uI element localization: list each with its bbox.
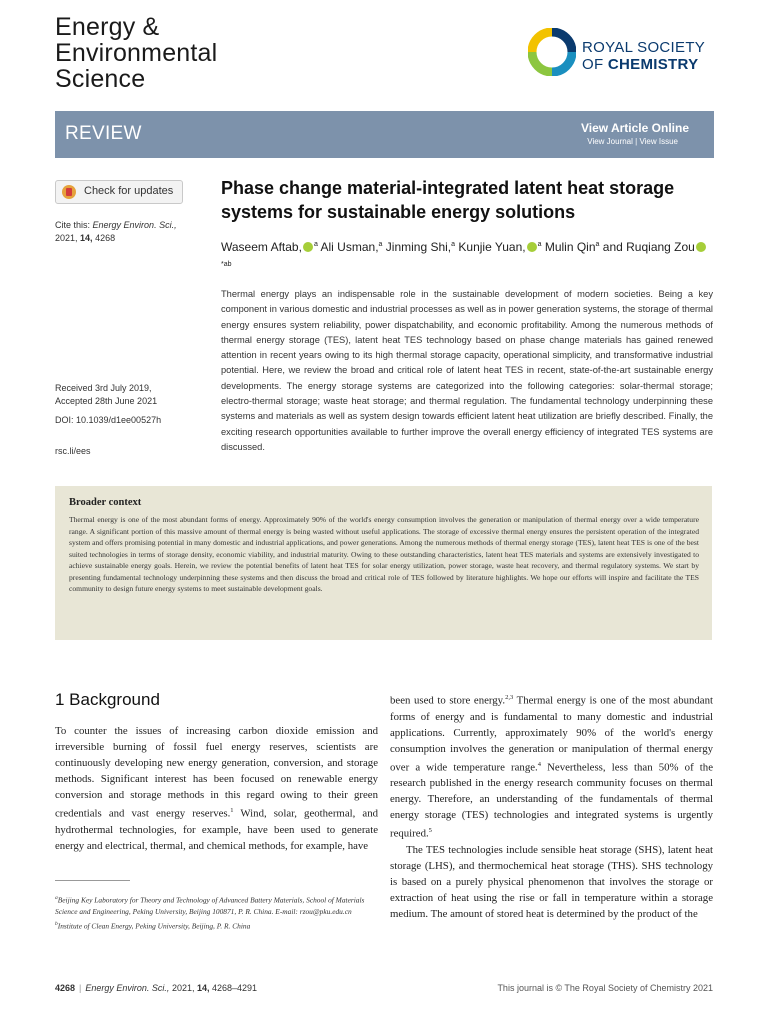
article-title: Phase change material-integrated latent heat storage systems for sustainable energy solutions (221, 178, 675, 222)
footnote-a (55, 892, 378, 918)
journal-title-line3: Science (55, 65, 146, 93)
author-name[interactable]: Ali Usman, (320, 240, 379, 254)
rsc-of: OF (582, 56, 604, 73)
body-text: Thermal energy is one of the most abundant forms of energy and is fundamental to many domestic and industrial applications. Currently, approximately 90% of the world's energy consumption involves the generation or manipulation of thermal energy over a wide temperature range. (390, 694, 713, 774)
author-conjunction: and (602, 240, 623, 254)
author-affiliation: a (595, 241, 600, 248)
banner-separator: | (635, 137, 638, 146)
page-footer-citation (55, 983, 257, 993)
cite-volume: 14, (80, 233, 93, 243)
footnotes (55, 892, 378, 933)
author-affiliation: a (313, 241, 318, 248)
article-dates (55, 382, 205, 408)
journal-title (55, 14, 217, 92)
broader-context-box (55, 486, 712, 640)
author-affiliation: a (537, 241, 542, 248)
author-affiliation: *ab (221, 261, 232, 268)
cite-year: 2021, (55, 233, 78, 243)
received-date: Received 3rd July 2019, (55, 383, 152, 393)
reference-link[interactable]: 1 (230, 807, 234, 814)
footnote-text: Beijing Key Laboratory for Theory and Technology of Advanced Battery Materials, School of Materials Science and Engineering, Peking University, Beijing 100871, P. R. China. E-mail: rzou@pku.edu.cn (55, 895, 365, 917)
journal-title-line1: Energy & (55, 13, 160, 41)
footer-pages: 4268–4291 (212, 983, 258, 993)
footnote-mark: a (55, 895, 58, 901)
cite-prefix: Cite this: (55, 220, 91, 230)
rsc-logo-mark-icon (528, 28, 576, 76)
reference-link[interactable]: 5 (428, 827, 432, 835)
rsc-chemistry: CHEMISTRY (607, 56, 699, 73)
orcid-icon[interactable] (696, 242, 706, 252)
rsc-name-line2 (582, 57, 698, 73)
paragraph: The TES technologies include sensible heat storage (SHS), latent heat storage (LHS), and thermochemical heat storage (THS). SHS technology is based on a purely physical phenomenon that involves the storage or extraction of heat using the rise or fall in temperature within a storage medium. The amount of stored heat is determined by the product of the (390, 843, 713, 920)
footer-journal: Energy Environ. Sci., (85, 983, 170, 993)
cite-journal: Energy Environ. Sci., (92, 220, 177, 230)
rsc-logo[interactable] (528, 28, 716, 84)
banner-links (587, 137, 678, 146)
doi[interactable]: DOI: 10.1039/d1ee00527h (55, 415, 162, 425)
body-column-1 (55, 723, 378, 854)
cite-pages: 4268 (95, 233, 116, 243)
view-journal-link[interactable]: View Journal (587, 137, 633, 146)
copyright: This journal is © The Royal Society of Chemistry 2021 (497, 983, 713, 993)
body-text: To counter the issues of increasing carbon dioxide emission and irreversible burning of fossil fuel energy reserves, scientists are continuously developing new energy generation, conversion, and storage methods. Significant interest has been focused on renewable energy conversion and storage methods in this regard owing to their green credentials and vast energy reserves. (55, 725, 378, 820)
body-text: been used to store energy. (390, 694, 506, 707)
author-name[interactable]: Mulin Qin (544, 240, 596, 254)
bookmark-update-icon (62, 185, 76, 199)
section-heading: 1 Background (55, 690, 160, 709)
author-list (221, 236, 711, 276)
article-type-label: REVIEW (65, 123, 142, 144)
body-text: Nevertheless, less than 50% of the research published in the energy research community focuses on thermal energy. Therefore, an understanding of the fundamentals of thermal energy storage (TES) technologies and integrated systems is urgently required. (390, 761, 713, 840)
reference-link[interactable]: 4 (537, 760, 541, 768)
journal-url[interactable]: rsc.li/ees (55, 446, 91, 456)
view-article-online-link[interactable]: View Article Online (580, 121, 689, 135)
accepted-date: Accepted 28th June 2021 (55, 396, 158, 406)
author-affiliation: a (451, 241, 456, 248)
body-column-2 (390, 690, 713, 922)
author-name[interactable]: Jinming Shi, (385, 240, 452, 254)
abstract: Thermal energy plays an indispensable role in the sustainable development of modern societies. Being a key component in various domestic and industrial processes as well as in power generation systems, the storage of thermal energy ensures system reliability, power dispatchability, and economic profitability. Among the numerous methods of thermal energy storage (TES), latent heat TES technology based on phase change materials has gained renewed attention in recent years owing to its high thermal storage capacity, operational simplicity, and transformative industrial potential. Here, we review the broad and critical role of latent heat TES in recent, state-of-the-art sustainable energy developments. The energy storage systems are categorized into the following categories: solar-thermal storage; electro-thermal storage; waste heat storage; and thermal regulation. The fundamental technology underpinning these systems and materials as well as system design towards efficient latent heat utilization are briefly described. Finally, the exciting research opportunities available to further improve the overall energy efficiency of integrated TES systems are discussed. (221, 289, 713, 452)
author-name[interactable]: Ruqiang Zou (626, 240, 695, 254)
journal-title-line2: Environmental (55, 39, 218, 67)
footnote-mark: b (55, 921, 58, 928)
author-name[interactable]: Waseem Aftab, (221, 240, 302, 254)
article-type-banner (55, 111, 714, 158)
author-name[interactable]: Kunjie Yuan, (458, 240, 526, 254)
footer-year: 2021, (171, 983, 195, 993)
orcid-icon[interactable] (303, 242, 313, 252)
check-for-updates-label: Check for updates (84, 185, 174, 197)
footnote-b (55, 918, 378, 932)
footer-separator: | (79, 983, 82, 993)
author-affiliation: a (378, 241, 383, 248)
paragraph (390, 690, 713, 842)
rsc-name-line1: ROYAL SOCIETY (582, 39, 706, 56)
footnote-text: Institute of Clean Energy, Peking University, Beijing, P. R. China (57, 921, 251, 931)
reference-link[interactable]: 2,3 (505, 694, 514, 701)
broader-context-title: Broader context (69, 497, 142, 508)
check-for-updates-button[interactable] (55, 180, 183, 204)
footnote-divider (55, 880, 130, 881)
view-issue-link[interactable]: View Issue (639, 137, 678, 146)
page-number: 4268 (55, 983, 76, 993)
citation-info (55, 219, 205, 245)
footer-volume: 14, (196, 983, 210, 993)
broader-context-text: Thermal energy is one of the most abundant forms of energy. Approximately 90% of the world's energy consumption involves the generation or manipulation of thermal energy over a wide temperature range. A significant portion of this massive amount of thermal energy is being wasted without useful applications. The storage of excessive thermal energy ensures the persistent operation of the integrated system and offers promising potential in many domestic and industrial applications, and power generations. Among the numerous methods of thermal energy storage (TES), latent heat TES is one of the best suited technologies in terms of storage density, economic viability, and industrial maturity. Owing to these outstanding characteristics, latent heat TES materials and systems are extensively investigated to achieve sustainable energy goals. Herein, we review the potential benefits of latent heat TES for solar energy utilization, power storage, waste heat recovery, and thermal regulatory systems. We start by presenting fundamental technology underpinning these systems and then discuss the broad and critical role of TES followed by literature highlights. We hope our efforts will inspire and facilitate the TES community to design future energy systems to meet sustainable development goals. (69, 515, 699, 593)
body-text: Wind, solar, geothermal, and hydrothermal technologies, for example, have been used to generate energy and electrical, thermal, and chemical methods, for example, have (55, 807, 378, 852)
orcid-icon[interactable] (527, 242, 537, 252)
